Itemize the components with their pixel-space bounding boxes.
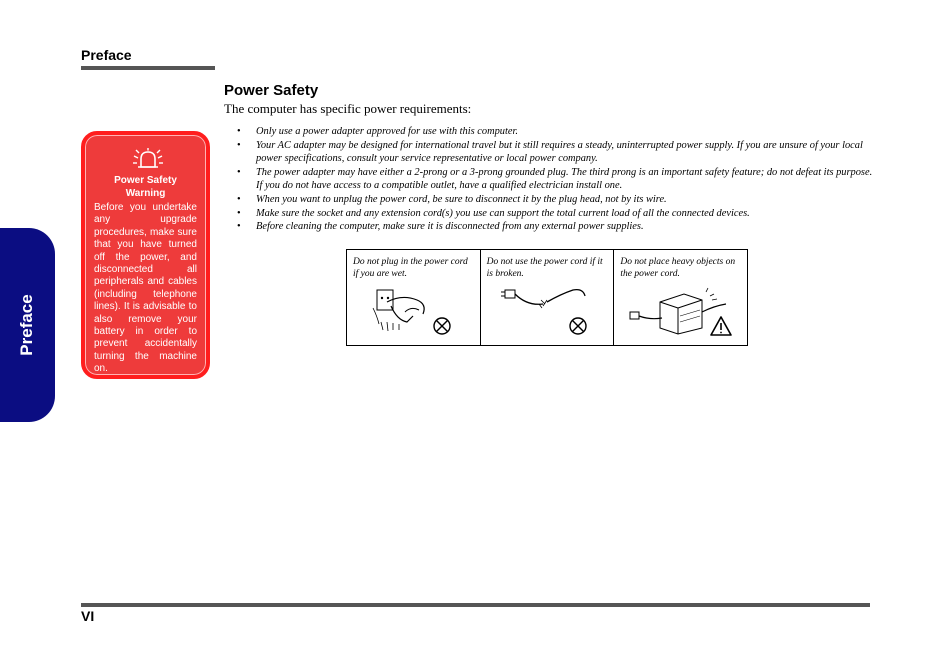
footer-rule bbox=[81, 603, 870, 607]
illustration-wet-hands bbox=[347, 250, 481, 345]
page-number: VI bbox=[81, 608, 95, 624]
illustration-caption: Do not use the power cord if it is broken. bbox=[486, 257, 603, 279]
warning-body: Before you undertake any upgrade procedures, make sure that you have turned off the power, and disconnected all peripherals and cables (including telephone lines). It is advisable to also remove your battery in order to prevent accidentally turning the machine on. bbox=[94, 202, 197, 375]
list-item: • Only use a power adapter approved for use with this computer. bbox=[237, 125, 875, 139]
safety-illustrations bbox=[346, 249, 748, 346]
warning-title-line2: Warning bbox=[125, 187, 166, 199]
list-item: • Make sure the socket and any extension cord(s) you use can support the total current load of all the connected devices. bbox=[237, 207, 875, 221]
warning-title bbox=[85, 175, 206, 200]
list-item: • The power adapter may have either a 2-prong or a 3-prong grounded plug. The third prong is an important safety feature; do not defeat its purpose. If you do not have access to a compatible outlet, have a qualified electrician install one. bbox=[237, 166, 875, 193]
header-title: Preface bbox=[81, 47, 132, 63]
illustration-heavy-objects bbox=[614, 250, 747, 345]
alarm-bell-icon bbox=[131, 147, 165, 171]
side-tab-label: Preface bbox=[17, 294, 36, 356]
header-rule bbox=[81, 66, 215, 70]
illustration-caption: Do not plug in the power cord if you are wet. bbox=[353, 257, 468, 279]
list-item: • Before cleaning the computer, make sure it is disconnected from any external power supplies. bbox=[237, 220, 875, 234]
power-requirements-list bbox=[237, 125, 875, 234]
power-safety-warning-box bbox=[81, 131, 210, 379]
illustration-caption: Do not place heavy objects on the power cord. bbox=[620, 257, 736, 279]
warning-title-line1: Power Safety bbox=[114, 175, 177, 186]
list-item: • When you want to unplug the power cord, be sure to disconnect it by the plug head, not by its wire. bbox=[237, 193, 875, 207]
list-item: • Your AC adapter may be designed for international travel but it still requires a steady, uninterrupted power supply. If you are unsure of your local power specifications, consult your service representative or local power company. bbox=[237, 139, 875, 166]
illustration-broken-cord bbox=[481, 250, 615, 345]
section-intro: The computer has specific power requirements: bbox=[224, 101, 472, 116]
section-title: Power Safety bbox=[224, 82, 319, 99]
